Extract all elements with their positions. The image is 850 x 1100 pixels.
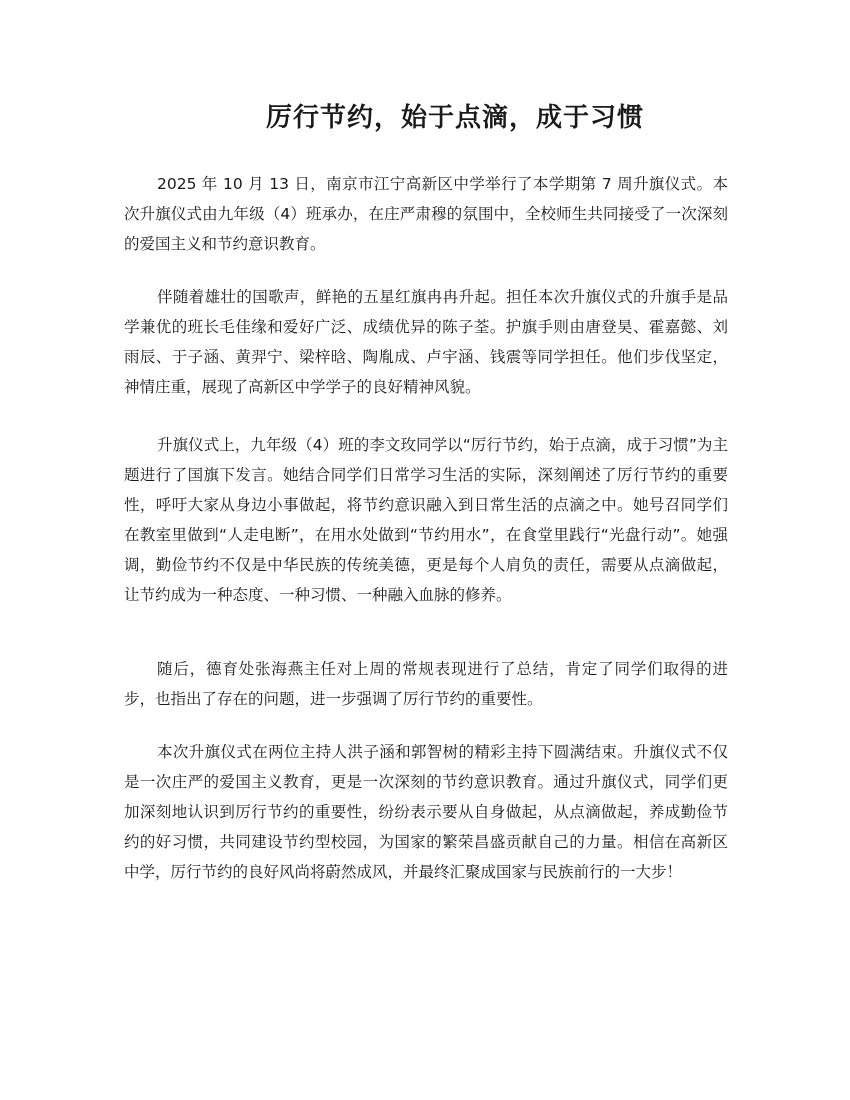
paragraph-3: 升旗仪式上，九年级（4）班的李文玫同学以“厉行节约，始于点滴，成于习惯”为主题进行了国旗下发言。她结合同学们日常学习生活的实际，深刻阐述了厉行节约的重要性，呼吁大家从身边小事做起，将节约意识融入到日常生活的点滴之中。她号召同学们在教室里做到“人走电断”，在用水处做到“节约用水”，在食堂里践行“光盘行动”。她强调，勤俭节约不仅是中华民族的传统美德，更是每个人肩负的责任，需要从点滴做起，让节约成为一种态度、一种习惯、一种融入血脉的修养。 xyxy=(124,436,728,604)
paragraph-2: 伴随着雄壮的国歌声，鲜艳的五星红旗冉冉升起。担任本次升旗仪式的升旗手是品学兼优的班长毛佳缘和爱好广泛、成绩优异的陈子荃。护旗手则由唐登昊、霍嘉懿、刘雨辰、于子涵、黄羿宁、梁梓晗、陶胤成、卢宇涵、钱震等同学担任。他们步伐坚定，神情庄重，展现了高新区中学学子的良好精神风貌。 xyxy=(124,288,728,396)
paragraph-1: 2025 年 10 月 13 日，南京市江宁高新区中学举行了本学期第 7 周升旗仪式。本次升旗仪式由九年级（4）班承办，在庄严肃穆的氛围中，全校师生共同接受了一次深刻的爱国主义和节约意识教育。 xyxy=(124,175,728,253)
paragraph-4: 随后，德育处张海燕主任对上周的常规表现进行了总结，肯定了同学们取得的进步，也指出了存在的问题，进一步强调了厉行节约的重要性。 xyxy=(124,660,728,708)
document-title: 厉行节约，始于点滴，成于习惯 xyxy=(265,103,644,133)
paragraph-5: 本次升旗仪式在两位主持人洪子涵和郭智树的精彩主持下圆满结束。升旗仪式不仅是一次庄严的爱国主义教育，更是一次深刻的节约意识教育。通过升旗仪式，同学们更加深刻地认识到厉行节约的重要性，纷纷表示要从自身做起，从点滴做起，养成勤俭节约的好习惯，共同建设节约型校园，为国家的繁荣昌盛贡献自己的力量。相信在高新区中学，厉行节约的良好风尚将蔚然成风，并最终汇聚成国家与民族前行的一大步！ xyxy=(124,743,728,881)
